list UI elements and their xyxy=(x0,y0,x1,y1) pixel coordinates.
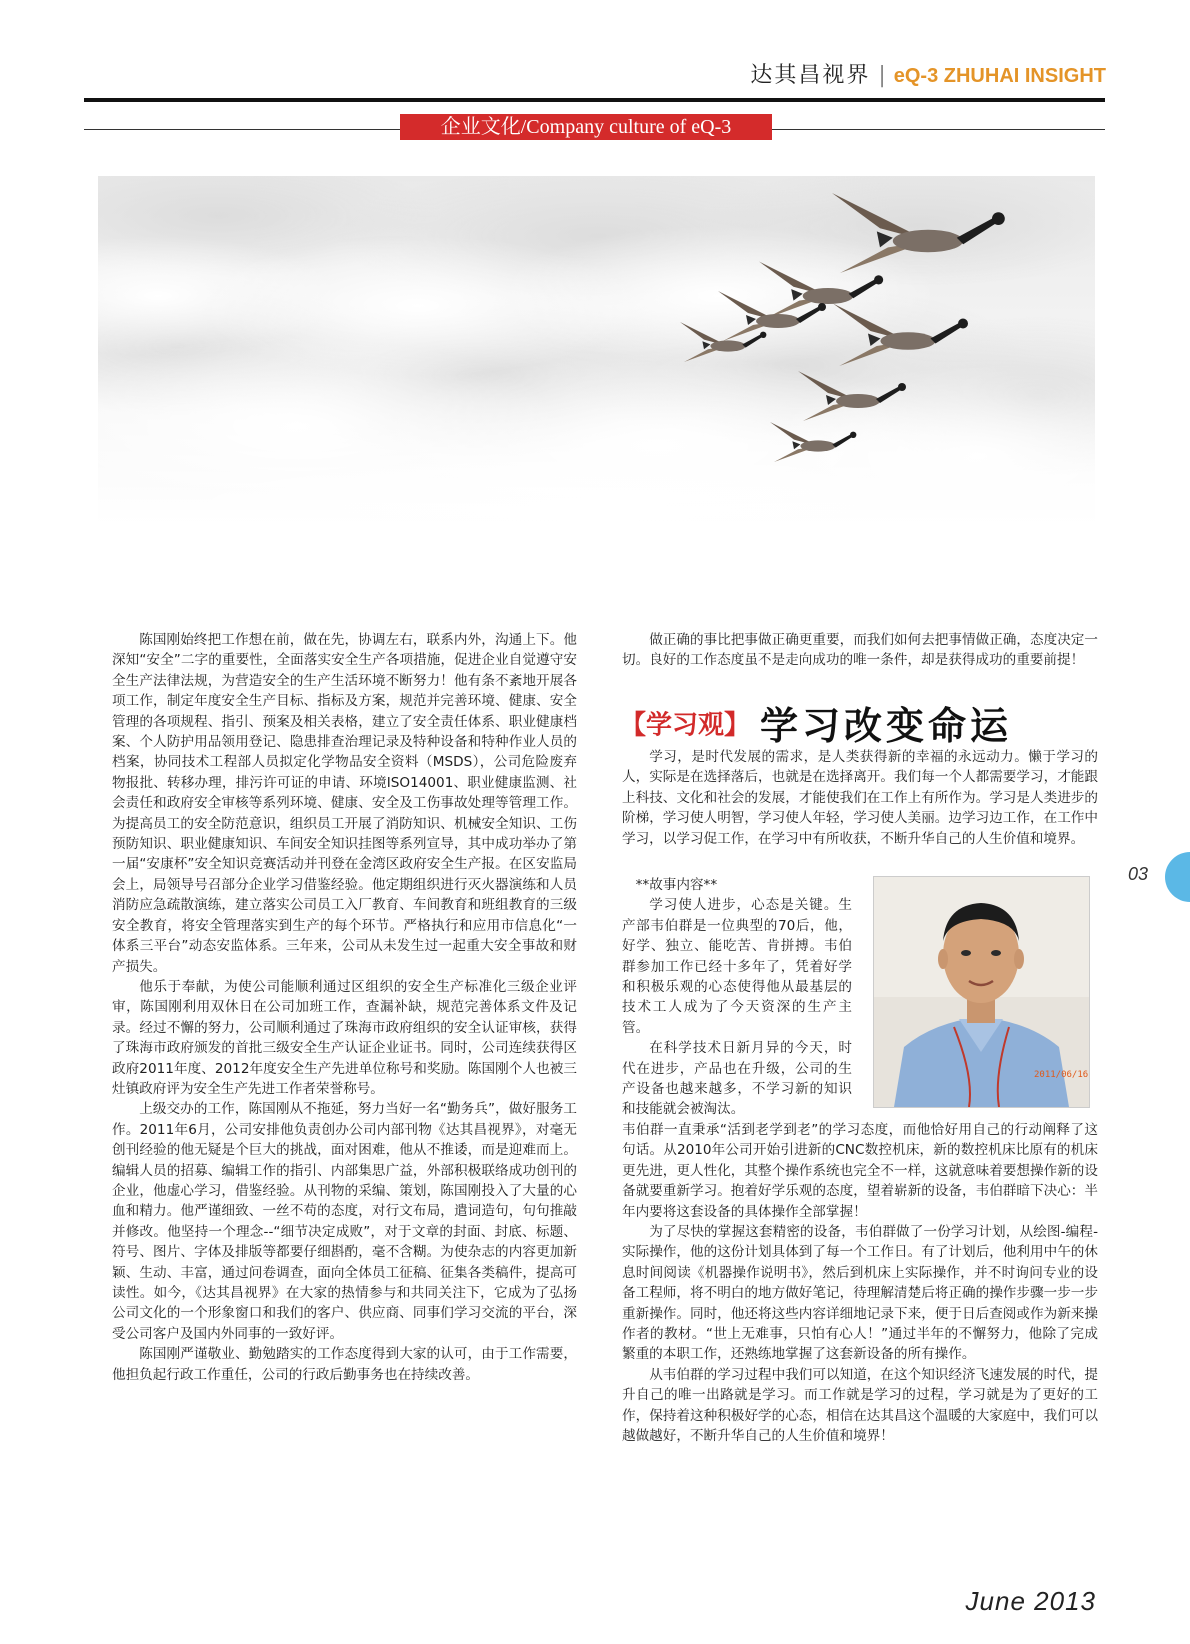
photo-date-stamp: 2011/06/16 xyxy=(1034,1070,1089,1080)
portrait-photo xyxy=(873,876,1090,1108)
header-rule xyxy=(84,98,1105,102)
magazine-header xyxy=(0,62,1106,90)
article-paragraph: 他乐于奉献，为使公司能顺利通过区组织的安全生产标准化三级企业评审，陈国刚利用双休日在公司加班工作，查漏补缺，规范完善体系文件及记录。经过不懈的努力，公司顺利通过了珠海市政府组织的安全认证审核，获得了珠海市政府颁发的首批三级安全生产认证企业证书。同时，公司连续获得区政府2011年度、2012年度安全生产先进单位称号和奖励。陈国刚个人也被三灶镇政府评为安全生产先进工作者荣誉称号。 xyxy=(112,978,577,1097)
page-number: 03 xyxy=(1128,864,1149,884)
learning-heading-title: 学习改变命运 xyxy=(760,703,1013,748)
story-continued xyxy=(622,1120,1098,1447)
story-section xyxy=(622,875,852,1120)
section-banner: 企业文化/Company culture of eQ-3 xyxy=(400,114,772,140)
article-paragraph: 陈国刚严谨敬业、勤勉踏实的工作态度得到大家的认可，由于工作需要，他担负起行政工作重任，公司的行政后勤事务也在持续改善。 xyxy=(112,1346,577,1383)
magazine-title-cn: 达其昌视界 xyxy=(750,63,871,88)
hero-image xyxy=(98,176,1095,526)
article-paragraph: 上级交办的工作，陈国刚从不拖延，努力当好一名“勤务兵”，做好服务工作。2011年6月，公司安排他负责创办公司内部刊物《达其昌视界》，对毫无创刊经验的他无疑是个巨大的挑战，面对困难，他从不推诿，而是迎难而上。编辑人员的招募、编辑工作的指引、内部集思广益，外部积极联络成功创刊的企业，他虚心学习，借鉴经验。从刊物的采编、策划，陈国刚投入了大量的心血和精力。他严谨细致、一丝不苟的态度，对行文布局，遣词造句，句句推敲并修改。他坚持一个理念--“细节决定成败”，对于文章的封面、封底、标题、符号、图片、字体及排版等都要仔细斟酌，毫不含糊。为使杂志的内容更加新颖、生动、丰富，通过问卷调查，面向全体员工征稿、征集各类稿件，提高可读性。如今，《达其昌视界》在大家的热情参与和共同关注下，它成为了弘扬公司文化的一个形象窗口和我们的客户、供应商、同事们学习交流的平台，深受公司客户及国内外同事的一致好评。 xyxy=(112,1101,577,1342)
learning-section xyxy=(622,747,1098,849)
story-label: **故事内容** xyxy=(635,877,718,893)
story-paragraph: 学习使人进步，心态是关键。生产部韦伯群是一位典型的70后，他，好学、独立、能吃苦、肯拼搏。韦伯群参加工作已经十多年了，凭着好学和积极乐观的心态使得他从最基层的技术工人成为了今天资深的生产主管。 xyxy=(622,897,852,1036)
story-paragraph: 从韦伯群的学习过程中我们可以知道，在这个知识经济飞速发展的时代，提升自己的唯一出路就是学习。而工作就是学习的过程，学习就是为了更好的工作，保持着这种积极好学的心态，相信在达其昌这个温暖的大家庭中，我们可以越做越好，不断升华自己的人生价值和境界！ xyxy=(622,1366,1098,1445)
learning-paragraph: 学习，是时代发展的需求，是人类获得新的幸福的永远动力。懒于学习的人，实际是在选择落后，也就是在选择离开。我们每一个人都需要学习，才能跟上科技、文化和社会的发展，才能使我们在工作上有所作为。学习是人类进步的阶梯，学习使人明智，学习使人年轻，学习使人美丽。边学习边工作，在工作中学习，以学习促工作，在学习中有所收获，不断升华自己的人生价值和境界。 xyxy=(622,749,1098,847)
story-paragraph: 在科学技术日新月异的今天，时代在进步，产品也在升级，公司的生产设备也越来越多，不学习新的知识和技能就会被淘汰。 xyxy=(622,1040,852,1118)
learning-heading xyxy=(620,700,1012,750)
story-paragraph: 为了尽快的掌握这套精密的设备，韦伯群做了一份学习计划，从绘图-编程-实际操作，他的这份计划具体到了每一个工作日。有了计划后，他利用中午的休息时间阅读《机器操作说明书》，然后到机床上实际操作，并不时询问专业的设备工程师，将不明白的地方做好笔记，待理解清楚后将正确的操作步骤一步一步重新操作。同时，他还将这些内容详细地记录下来，便于日后查阅或作为新来操作者的教材。“世上无难事，只怕有心人！”通过半年的不懈努力，他除了完成繁重的本职工作，还熟练地掌握了这套新设备的所有操作。 xyxy=(622,1224,1098,1363)
learning-heading-label: 【学习观】 xyxy=(620,710,751,741)
left-column-article xyxy=(112,630,577,1385)
issue-date: June 2013 xyxy=(965,1586,1096,1616)
right-column-intro xyxy=(622,630,1098,671)
intro-paragraph: 做正确的事比把事做正确更重要，而我们如何去把事情做正确，态度决定一切。良好的工作态度虽不是走向成功的唯一条件，却是获得成功的重要前提！ xyxy=(622,632,1098,669)
story-paragraph: 韦伯群一直秉承“活到老学到老”的学习态度，而他恰好用自己的行动阐释了这句话。从2010年公司开始引进新的CNC数控机床，新的数控机床比原有的机床更先进，更人性化，其整个操作系统也完全不一样，这就意味着要想操作新的设备就要重新学习。抱着好学乐观的态度，望着崭新的设备，韦伯群暗下决心：半年内要将这套设备的具体操作全部掌握！ xyxy=(622,1122,1098,1220)
header-separator: | xyxy=(878,63,886,88)
article-paragraph: 陈国刚始终把工作想在前，做在先，协调左右，联系内外，沟通上下。他深知“安全”二字的重要性，全面落实安全生产各项措施，促进企业自觉遵守安全生产法律法规，为营造安全的生产生活环境不断努力！他有条不紊地开展各项工作，制定年度安全生产目标、指标及方案，规范并完善环境、健康、安全管理的各项规程、指引、预案及相关表格，建立了安全责任体系、职业健康档案、个人防护用品领用登记、隐患排查治理记录及特种设备和特种作业人员的档案，协同技术工程部人员拟定化学物品安全资料（MSDS），公司危险废弃物报批、转移办理，排污许可证的申请、环境ISO14001、职业健康监测、社会责任和政府安全审核等系列环境、健康、安全及工伤事故处理等管理工作。为提高员工的安全防范意识，组织员工开展了消防知识、机械安全知识、工伤预防知识、职业健康知识、车间安全知识挂图等系列宣导，其中成功举办了第一届“安康杯”安全知识竞赛活动并刊登在金湾区政府安全生产报。在区安监局会上，局领导号召部分企业学习借鉴经验。他定期组织进行灭火器演练和人员消防应急疏散演练，建立落实公司员工入厂教育、车间教育和班组教育的三级安全教育，将安全管理落实到生产的每个环节。严格执行和应用市信息化“一体系三平台”动态安监体系。三年来，公司从未发生过一起重大安全事故和财产损失。 xyxy=(112,632,577,975)
magazine-title-en: eQ-3 ZHUHAI INSIGHT xyxy=(893,65,1106,87)
page-tab-marker xyxy=(1165,852,1190,902)
